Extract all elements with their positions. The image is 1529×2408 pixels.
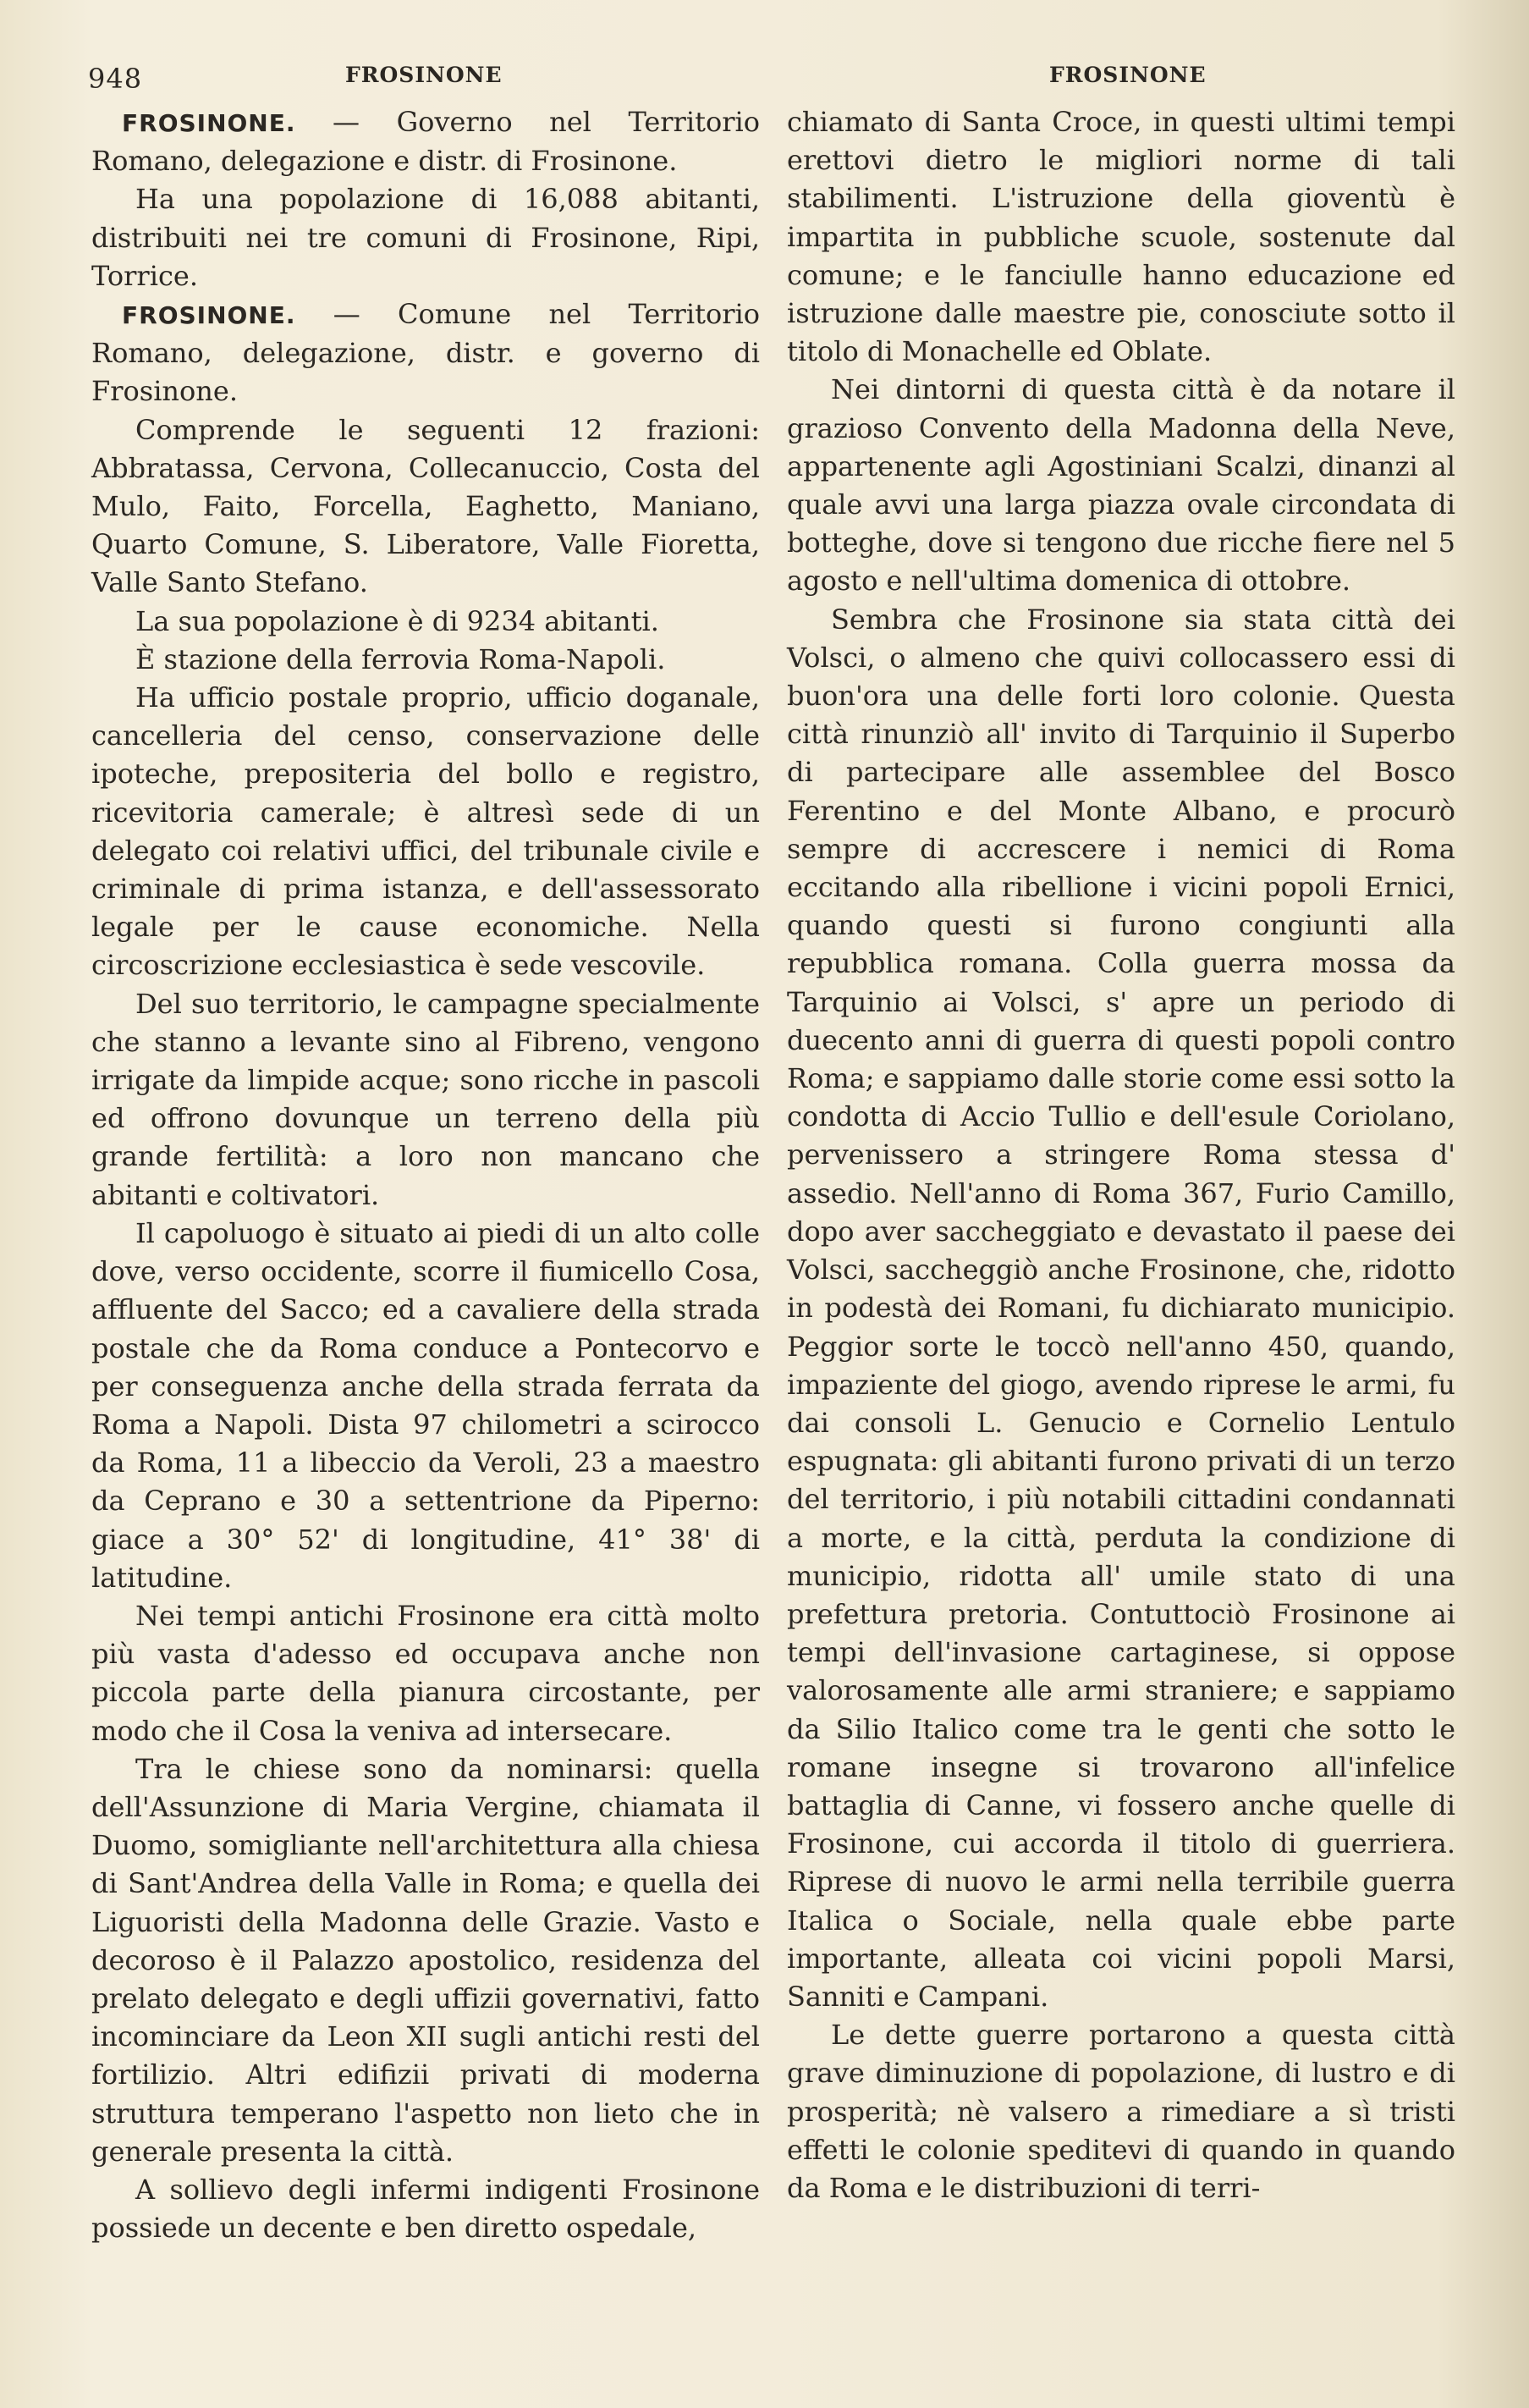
paragraph: chiamato di Santa Croce, in questi ultimi tempi erettovi dietro le migliori norme di tali stabilimenti. L'istruzione della gioventù è impartita in pubbliche scuole, sostenute dal comune; e le fanciulle hanno educazione ed istruzione dalle maestre pie, conosciute sotto il titolo di Monachelle ed Oblate. — [787, 106, 1455, 368]
paragraph: Ha ufficio postale proprio, ufficio doganale, cancelleria del censo, conservazione delle ipoteche, prepositeria del bollo e registro, ricevitoria camerale; è altresì sede di un delegato coi relativi uffici, del tribunale civile e criminale di prima istanza, e dell'assessorato legale per le cause economiche. Nella circoscrizione ecclesiastica è sede vescovile. — [91, 681, 760, 982]
right-column — [787, 103, 1455, 2207]
page-number: 948 — [88, 63, 143, 95]
paragraph: A sollievo degli infermi indigenti Frosinone possiede un decente e ben diretto ospedale, — [91, 2173, 760, 2245]
paragraph: Nei dintorni di questa città è da notare il grazioso Convento della Madonna della Neve, appartenente agli Agostiniani Scalzi, dinanzi al quale avvi una larga piazza ovale circondata di botteghe, dove si tengono due ricche fiere nel 5 agosto e nell'ultima domenica di ottobre. — [787, 373, 1455, 598]
paragraph: Il capoluogo è situato ai piedi di un alto colle dove, verso occidente, scorre il fiumicello Cosa, affluente del Sacco; ed a cavaliere della strada postale che da Roma conduce a Pontecorvo e per conseguenza anche della strada ferrata da Roma a Napoli. Dista 97 chilometri a scirocco da Roma, 11 a libeccio da Veroli, 23 a maestro da Ceprano e 30 a settentrione da Piperno: giace a 30° 52' di longitudine, 41° 38' di latitudine. — [91, 1216, 760, 1594]
running-header — [88, 63, 1207, 96]
running-head-right: FROSINONE — [1049, 63, 1207, 87]
paragraph: Nei tempi antichi Frosinone era città molto più vasta d'adesso ed occupava anche non piccola parte della pianura circostante, per modo che il Cosa la veniva ad intersecare. — [91, 1599, 760, 1747]
running-head-left: FROSINONE — [345, 63, 503, 87]
entry-text: — Comune nel Territorio Romano, delegazione, distr. e governo di Frosinone. — [91, 298, 760, 408]
entry-title: FROSINONE. — [122, 301, 296, 330]
left-column — [91, 103, 760, 2247]
paragraph: Del suo territorio, le campagne specialmente che stanno a levante sino al Fibreno, vengono irrigate da limpide acque; sono ricche in pascoli ed offrono dovunque un terreno della più grande fertilità: a loro non mancano che abitanti e coltivatori. — [91, 987, 760, 1211]
entry-text: — Governo nel Territorio Romano, delegazione e distr. di Frosinone. — [91, 106, 760, 178]
paragraph: È stazione della ferrovia Roma-Napoli. — [135, 642, 666, 675]
paragraph: Comprende le seguenti 12 frazioni: Abbratassa, Cervona, Collecanuccio, Costa del Mulo, Faito, Forcella, Eaghetto, Maniano, Quarto Comune, S. Liberatore, Valle Fioretta, Valle Santo Stefano. — [91, 413, 760, 599]
paragraph: Sembra che Frosinone sia stata città dei Volsci, o almeno che quivi collocassero essi di buon'ora una delle forti loro colonie. Questa città rinunziò all' invito di Tarquinio il Superbo di partecipare alle assemblee del Bosco Ferentino e del Monte Albano, e procurò sempre di accrescere i nemici di Roma eccitando alla ribellione i vicini popoli Ernici, quando questi si furono congiunti alla repubblica romana. Colla guerra mossa da Tarquinio ai Volsci, s' apre un periodo di duecento anni di guerra di questi popoli contro Roma; e sappiamo dalle storie come essi sotto la condotta di Accio Tullio e dell'esule Coriolano, pervenissero a stringere Roma stessa d' assedio. Nell'anno di Roma 367, Furio Camillo, dopo aver saccheggiato e devastato il paese dei Volsci, saccheggiò anche Frosinone, che, ridotto in podestà dei Romani, fu dichiarato municipio. Peggior sorte le toccò nell'anno 450, quando, impaziente del giogo, avendo riprese le armi, fu dai consoli L. Genucio e Cornelio Lentulo espugnata: gli abitanti furono privati di un terzo del territorio, i più notabili cittadini condannati a morte, e la città, perduta la condizione di municipio, ridotta all' umile stato di una prefettura pretoria. Contuttociò Frosinone ai tempi dell'invasione cartaginese, si oppose valorosamente alle armi straniere; e sappiamo da Silio Italico come tra le genti che sotto le romane insegne si trovarono all'infelice battaglia di Canne, vi fossero anche quelle di Frosinone, cui accorda il titolo di guerriera. Riprese di nuovo le armi nella terribile guerra Italica o Sociale, nella quale ebbe parte importante, alleata coi vicini popoli Marsi, Sanniti e Campani. — [787, 603, 1455, 2013]
entry-comune — [91, 295, 760, 411]
paragraph: Le dette guerre portarono a questa città grave diminuzione di popolazione, di lustro e di prosperità; nè valsero a rimediare a sì tristi effetti le colonie speditevi di quando in quando da Roma e le distribuzioni di terri- — [787, 2019, 1455, 2204]
entry-governo — [91, 103, 760, 180]
entry-title: FROSINONE. — [122, 109, 296, 137]
paragraph: La sua popolazione è di 9234 abitanti. — [135, 604, 659, 637]
paragraph: Ha una popolazione di 16,088 abitanti, distribuiti nei tre comuni di Frosinone, Ripi, Torrice. — [91, 183, 760, 292]
paragraph: Tra le chiese sono da nominarsi: quella dell'Assunzione di Maria Vergine, chiamata il Duomo, somigliante nell'architettura alla chiesa di Sant'Andrea della Valle in Roma; e quella dei Liguoristi della Madonna delle Grazie. Vasto e decoroso è il Palazzo apostolico, residenza del prelato delegato e degli uffizii governativi, fatto incominciare da Leon XII sugli antichi resti del fortilizio. Altri edifizii privati di moderna struttura temperano l'aspetto non lieto che in generale presenta la città. — [91, 1752, 760, 2168]
